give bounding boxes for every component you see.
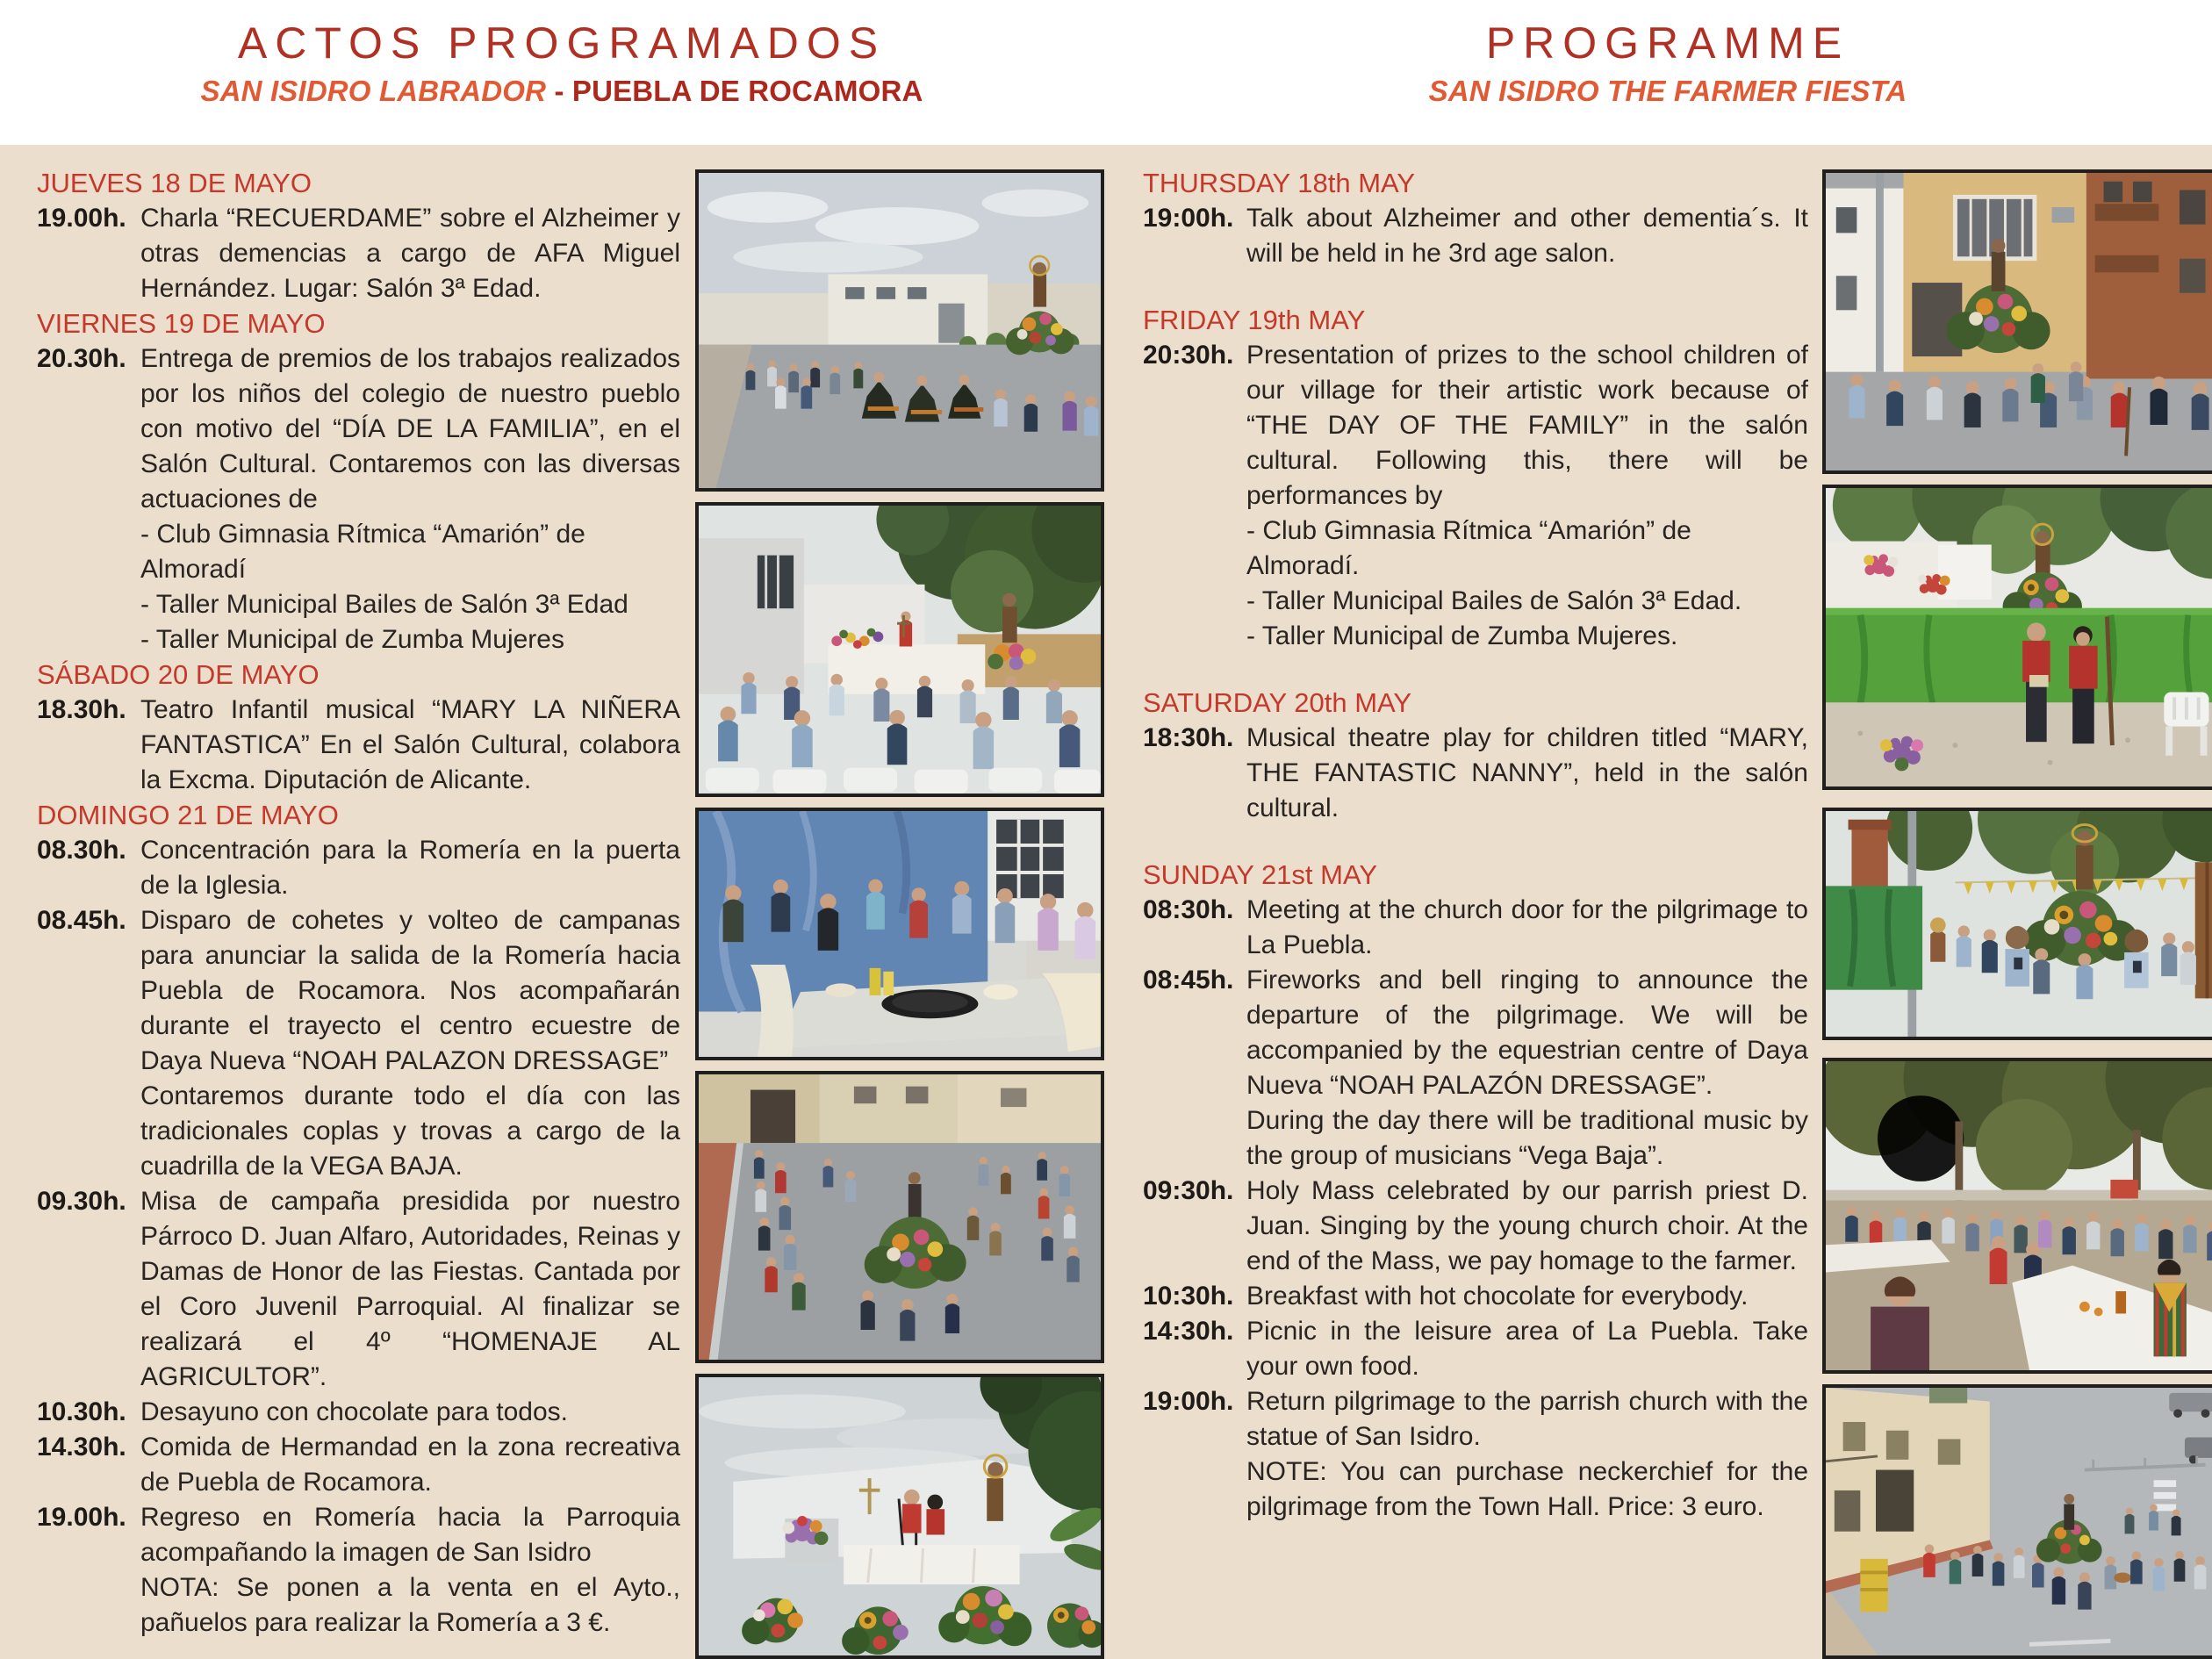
- item-paragraph: During the day there will be traditional music by the group of musicians “Vega Baja”.: [1246, 1106, 1808, 1170]
- day-section: [1143, 303, 1808, 654]
- item-body: [140, 1500, 680, 1641]
- day-section: [37, 657, 680, 798]
- photo-pilgrimage-statue-crowd: [1822, 808, 2212, 1040]
- schedule-item: [37, 1395, 680, 1430]
- time-label: 08.30h.: [37, 836, 126, 865]
- day-section: [37, 798, 680, 1641]
- item-body: [1246, 963, 1808, 1174]
- photo-return-procession-street: [1822, 1384, 2212, 1659]
- schedule-item: [37, 1500, 680, 1641]
- day-header: THURSDAY 18th MAY: [1143, 168, 1416, 198]
- time-label: 18.30h.: [37, 695, 126, 724]
- item-paragraph: Teatro Infantil musical “MARY LA NIÑERA FANTASTICA” En el Salón Cultural, colabora la Excma. Diputación de Alicante.: [140, 695, 680, 794]
- subtitle-place-name: - PUEBLA DE ROCAMORA: [546, 75, 923, 107]
- item-paragraph: Presentation of prizes to the school children of our village for their artistic work because of “THE DAY OF THE FAMILY” in the salón cultural. Following this, there will be performances by: [1246, 341, 1808, 510]
- time-label: 19.00h.: [37, 1503, 126, 1532]
- item-paragraph: Comida de Hermandad en la zona recreativa de Puebla de Rocamora.: [140, 1433, 680, 1497]
- page-subtitle-spanish: [0, 75, 1124, 108]
- photo-overhead-flower-float: [695, 1071, 1104, 1363]
- time-label: 10:30h.: [1143, 1282, 1234, 1311]
- day-header: FRIDAY 19th MAY: [1143, 305, 1366, 335]
- item-body: [1246, 1174, 1808, 1279]
- time-label: 10.30h.: [37, 1397, 126, 1426]
- day-section: [1143, 858, 1808, 1525]
- day-section: [37, 166, 680, 306]
- schedule-item: [37, 1184, 680, 1395]
- schedule-item: [1143, 721, 1808, 826]
- sub-list-line: - Club Gimnasia Rítmica “Amarión” de Almoradí: [140, 520, 585, 584]
- altar-statue-illustration: [699, 1377, 1101, 1655]
- item-body: [140, 1430, 680, 1500]
- item-paragraph: Entrega de premios de los trabajos realizados por los niños del colegio de nuestro pueblo con motivo del “DÍA DE LA FAMILIA”, en el Salón Cultural. Contaremos con las diversas actuaciones de: [140, 344, 680, 514]
- item-paragraph: Concentración para la Romería en la puerta de la Iglesia.: [140, 836, 680, 900]
- item-body: [140, 693, 680, 798]
- day-header: SATURDAY 20th MAY: [1143, 687, 1412, 718]
- item-paragraph: Picnic in the leisure area of La Puebla. Take your own food.: [1246, 1317, 1808, 1381]
- schedule-item: [37, 693, 680, 798]
- time-label: 20:30h.: [1143, 341, 1234, 370]
- sub-list-line: - Club Gimnasia Rítmica “Amarión” de Almoradí.: [1246, 516, 1691, 580]
- item-body: [1246, 721, 1808, 826]
- photo-street-crowd-with-float: [1822, 169, 2212, 474]
- page-header: [0, 0, 2212, 145]
- street-procession-illustration: [699, 173, 1101, 488]
- time-label: 08:45h.: [1143, 966, 1234, 995]
- photo-altar-with-statue: [695, 1374, 1104, 1659]
- day-header: DOMINGO 21 DE MAYO: [37, 800, 339, 830]
- schedule-item: [1143, 963, 1808, 1174]
- item-body: [140, 341, 680, 657]
- item-paragraph: Holy Mass celebrated by our parrish priest D. Juan. Singing by the young church choir. At the end of the Mass, we pay homage to the farmer.: [1246, 1176, 1808, 1275]
- schedule-english: [1143, 166, 1808, 1556]
- time-label: 09.30h.: [37, 1187, 126, 1216]
- schedule-item: [37, 341, 680, 657]
- page-subtitle-english: [1124, 75, 2212, 108]
- item-paragraph: Fireworks and bell ringing to announce the departure of the pilgrimage. We will be accompanied by the equestrian centre of Daya Nueva “NOAH PALAZÓN DRESSAGE”.: [1246, 966, 1808, 1100]
- item-paragraph: NOTA: Se ponen a la venta en el Ayto., pañuelos para realizar la Romería a 3 €.: [140, 1573, 680, 1637]
- item-paragraph: Meeting at the church door for the pilgrimage to La Puebla.: [1246, 895, 1808, 959]
- day-header: JUEVES 18 DE MAYO: [37, 168, 312, 198]
- time-label: 14.30h.: [37, 1433, 126, 1462]
- street-crowd-illustration: [1826, 173, 2212, 470]
- schedule-item: [37, 833, 680, 903]
- sub-list-line: - Taller Municipal de Zumba Mujeres: [140, 625, 564, 654]
- schedule-item: [1143, 1384, 1808, 1525]
- schedule-item: [37, 903, 680, 1184]
- subtitle-fiesta-name: SAN ISIDRO LABRADOR: [200, 75, 547, 107]
- day-section: [1143, 686, 1808, 826]
- item-body: [140, 903, 680, 1184]
- item-paragraph: NOTE: You can purchase neckerchief for the pilgrimage from the Town Hall. Price: 3 euro.: [1246, 1457, 1808, 1521]
- item-paragraph: Disparo de cohetes y volteo de campanas para anunciar la salida de la Romería hacia Puebla de Rocamora. Nos acompañarán durante el trayecto el centro ecuestre de Daya Nueva “NOAH PALAZON DRESSAGE”: [140, 906, 680, 1075]
- item-paragraph: Return pilgrimage to the parrish church with the statue of San Isidro.: [1246, 1387, 1808, 1451]
- item-paragraph: Desayuno con chocolate para todos.: [140, 1397, 568, 1426]
- item-body: [140, 1184, 680, 1395]
- schedule-item: [1143, 1314, 1808, 1384]
- subtitle-fiesta-name-en: SAN ISIDRO THE FARMER FIESTA: [1428, 75, 1907, 107]
- schedule-item: [37, 201, 680, 306]
- page-title-english: PROGRAMME: [1485, 18, 1850, 68]
- photo-farmer-homage-stage: [1822, 485, 2212, 790]
- schedule-item: [1143, 338, 1808, 654]
- time-label: 19.00h.: [37, 204, 126, 233]
- header-english: [1124, 19, 2212, 108]
- return-procession-illustration: [1826, 1388, 2212, 1655]
- sub-list-line: - Taller Municipal Bailes de Salón 3ª Edad.: [1246, 586, 1742, 615]
- schedule-item: [1143, 893, 1808, 963]
- time-label: 14:30h.: [1143, 1317, 1234, 1346]
- day-section: [1143, 166, 1808, 271]
- schedule-item: [1143, 1279, 1808, 1314]
- time-label: 18:30h.: [1143, 723, 1234, 752]
- item-body: [1246, 1279, 1808, 1314]
- item-paragraph: Musical theatre play for children titled “MARY, THE FANTASTIC NANNY”, held in the salón cultural.: [1246, 723, 1808, 822]
- page-title-spanish: ACTOS PROGRAMADOS: [237, 18, 887, 68]
- schedule-item: [37, 1430, 680, 1500]
- overhead-float-illustration: [699, 1074, 1101, 1360]
- photo-women-cooking-table: [695, 808, 1104, 1060]
- pilgrimage-crowd-illustration: [1826, 811, 2212, 1037]
- homage-stage-illustration: [1826, 488, 2212, 786]
- item-body: [1246, 1314, 1808, 1384]
- time-label: 08:30h.: [1143, 895, 1234, 924]
- item-body: [1246, 893, 1808, 963]
- time-label: 19:00h.: [1143, 204, 1234, 233]
- day-header: VIERNES 19 DE MAYO: [37, 308, 326, 339]
- schedule-item: [1143, 201, 1808, 271]
- item-paragraph: Contaremos durante todo el día con las tradicionales coplas y trovas a cargo de la cuadrilla de la VEGA BAJA.: [140, 1081, 680, 1181]
- item-paragraph: Misa de campaña presidida por nuestro Párroco D. Juan Alfaro, Autoridades, Reinas y Damas de Honor de las Fiestas. Cantada por el Coro Juvenil Parroquial. Al finalizar se realizará el 4º “HOMENAJE AL AGRICULTOR”.: [140, 1187, 680, 1391]
- sub-list-line: - Taller Municipal de Zumba Mujeres.: [1246, 621, 1678, 650]
- item-body: [1246, 1384, 1808, 1525]
- photo-picnic-under-trees: [1822, 1058, 2212, 1374]
- item-paragraph: Regreso en Romería hacia la Parroquia acompañando la imagen de San Isidro: [140, 1503, 680, 1567]
- item-paragraph: Talk about Alzheimer and other dementia´s. It will be held in he 3rd age salon.: [1246, 204, 1808, 268]
- time-label: 09:30h.: [1143, 1176, 1234, 1205]
- item-body: [140, 833, 680, 903]
- header-spanish: [0, 19, 1124, 108]
- item-body: [1246, 201, 1808, 271]
- photo-street-procession-with-dancers: [695, 169, 1104, 492]
- day-header: SUNDAY 21st MAY: [1143, 859, 1378, 890]
- schedule-item: [1143, 1174, 1808, 1279]
- item-paragraph: Breakfast with hot chocolate for everybody.: [1246, 1282, 1749, 1311]
- photo-open-air-mass: [695, 502, 1104, 797]
- open-air-mass-illustration: [699, 506, 1101, 794]
- item-paragraph: Charla “RECUERDAME” sobre el Alzheimer y otras demencias a cargo de AFA Miguel Hernández. Lugar: Salón 3ª Edad.: [140, 204, 680, 303]
- women-cooking-illustration: [699, 811, 1101, 1057]
- time-label: 08.45h.: [37, 906, 126, 935]
- item-body: [140, 201, 680, 306]
- picnic-illustration: [1826, 1061, 2212, 1370]
- schedule-spanish: [37, 166, 680, 1641]
- day-section: [37, 306, 680, 657]
- day-header: SÁBADO 20 DE MAYO: [37, 659, 320, 690]
- time-label: 20.30h.: [37, 344, 126, 373]
- item-body: [140, 1395, 680, 1430]
- item-body: [1246, 338, 1808, 654]
- sub-list-line: - Taller Municipal Bailes de Salón 3ª Edad: [140, 590, 628, 619]
- time-label: 19:00h.: [1143, 1387, 1234, 1416]
